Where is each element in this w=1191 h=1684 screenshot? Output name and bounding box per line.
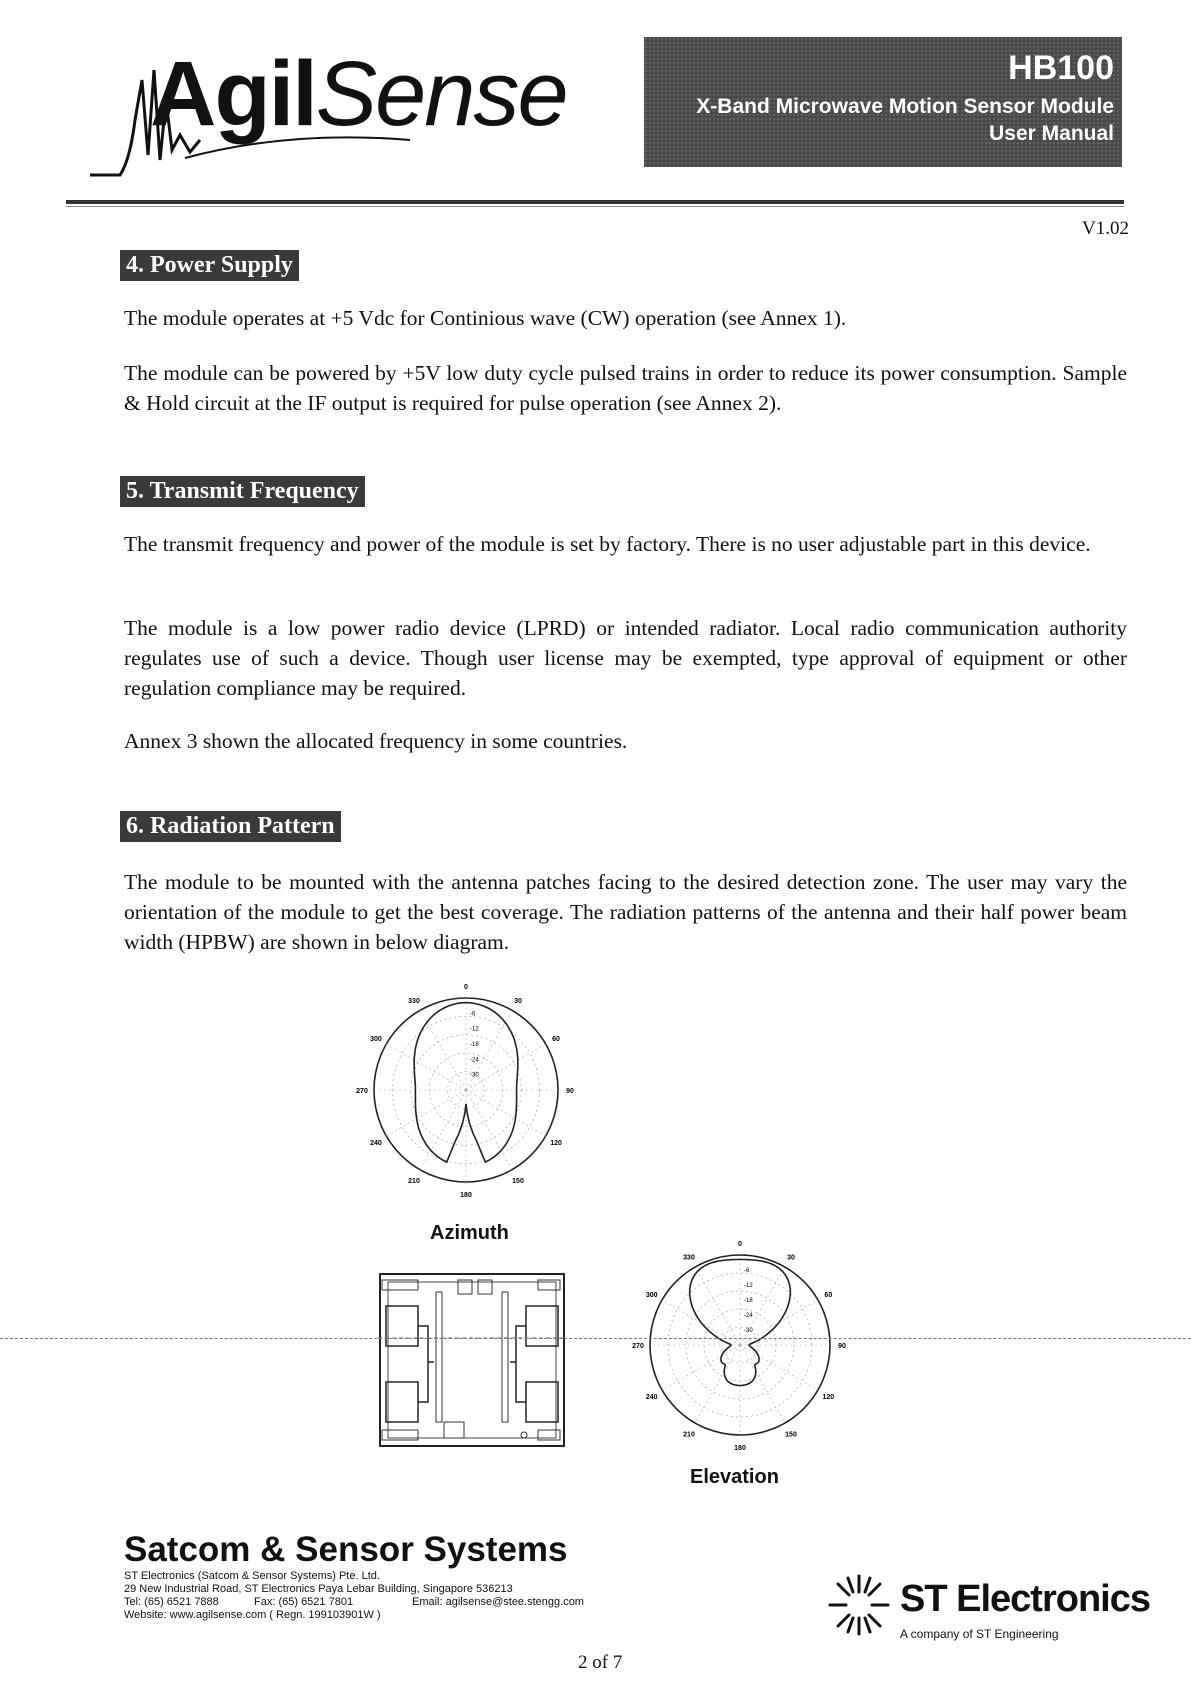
angle-label: 330 bbox=[683, 1254, 695, 1262]
section-heading-radiation-pattern: 6. Radiation Pattern bbox=[120, 811, 341, 842]
agilsense-logo bbox=[90, 40, 567, 190]
company-address: 29 New Industrial Road, ST Electronics Paya Lebar Building, Singapore 536213 bbox=[124, 1583, 513, 1595]
version-label: V1.02 bbox=[1082, 218, 1129, 239]
angle-label: 240 bbox=[370, 1140, 382, 1147]
angle-label: 0 bbox=[464, 984, 468, 991]
elevation-caption: Elevation bbox=[690, 1466, 779, 1488]
elevation-polar-plot bbox=[620, 1230, 860, 1460]
polar-spoke bbox=[386, 1044, 466, 1090]
db-ring-label: -24 bbox=[470, 1057, 479, 1064]
polar-spoke bbox=[466, 1090, 512, 1170]
page-number: 2 of 7 bbox=[578, 1652, 623, 1673]
angle-label: 210 bbox=[408, 1178, 420, 1186]
db-ring-label: -30 bbox=[470, 1072, 479, 1079]
angle-label: 180 bbox=[734, 1445, 746, 1452]
azimuth-polar-plot bbox=[336, 970, 596, 1210]
db-ring-label: -12 bbox=[744, 1283, 753, 1289]
polar-spoke bbox=[466, 1044, 546, 1090]
st-starburst-icon bbox=[826, 1572, 892, 1638]
db-ring-label: -18 bbox=[470, 1042, 479, 1048]
paragraph: The transmit frequency and power of the module is set by factory. There is no user adjustable part in this device. bbox=[124, 532, 1091, 556]
angle-label: 30 bbox=[787, 1254, 795, 1262]
db-ring-label: -24 bbox=[744, 1313, 753, 1319]
angle-label: 0 bbox=[738, 1241, 742, 1248]
st-electronics-tagline: A company of ST Engineering bbox=[900, 1627, 1059, 1641]
polar-spoke bbox=[386, 1090, 466, 1136]
section-heading-power-supply: 4. Power Supply bbox=[120, 250, 299, 281]
paragraph: The module can be powered by +5V low duty cycle pulsed trains in order to reduce its power consumption. Sample & Hold circuit at the IF output is required for pulse operation (see Annex 2). bbox=[124, 361, 1127, 415]
scan-fold-line bbox=[0, 1338, 1191, 1339]
db-ring-label: -6 bbox=[744, 1268, 750, 1274]
db-ring-label: -12 bbox=[470, 1026, 479, 1033]
angle-label: 120 bbox=[822, 1394, 835, 1401]
db-ring-label: -30 bbox=[744, 1328, 753, 1334]
azimuth-caption: Azimuth bbox=[430, 1222, 509, 1244]
company-tel: Tel: (65) 6521 7888 bbox=[124, 1596, 219, 1608]
polar-spoke bbox=[695, 1267, 740, 1345]
db-ring-label: -18 bbox=[744, 1298, 753, 1304]
angle-label: 180 bbox=[460, 1192, 472, 1199]
paragraph: The module operates at +5 Vdc for Continious wave (CW) operation (see Annex 1). bbox=[124, 306, 847, 330]
polar-spoke bbox=[466, 1090, 546, 1136]
company-website: Website: www.agilsense.com ( Regn. 199103901W ) bbox=[124, 1609, 381, 1621]
logo-italic-text: Sense bbox=[315, 43, 567, 145]
angle-label: 210 bbox=[683, 1431, 695, 1439]
angle-label: 270 bbox=[356, 1088, 368, 1095]
angle-label: 60 bbox=[824, 1292, 833, 1299]
angle-label: 120 bbox=[550, 1140, 562, 1147]
module-pcb-drawing bbox=[378, 1272, 566, 1448]
angle-label: 300 bbox=[370, 1036, 382, 1043]
angle-label: 270 bbox=[632, 1343, 644, 1350]
manual-label: User Manual bbox=[989, 122, 1114, 145]
azimuth-pattern-curve bbox=[414, 1003, 518, 1163]
paragraph: The module is a low power radio device (LPRD) or intended radiator. Local radio communication authority regulates use of such a device. Though user license may be exempted, type approval of equipment or other regulation compliance may be required. bbox=[124, 616, 1127, 700]
angle-label: 60 bbox=[552, 1036, 560, 1043]
angle-label: 330 bbox=[408, 997, 420, 1005]
angle-label: 30 bbox=[514, 997, 522, 1005]
paragraph: The module to be mounted with the antenna patches facing to the desired detection zone. The user may vary the orientation of the module to get the best coverage. The radiation patterns of the antenna and their half power beam width (HPBW) are shown in below diagram. bbox=[124, 870, 1127, 954]
logo-bold-text: Agil bbox=[150, 43, 316, 145]
section-heading-transmit-frequency: 5. Transmit Frequency bbox=[120, 476, 365, 507]
company-fax: Fax: (65) 6521 7801 bbox=[254, 1596, 354, 1608]
title-banner bbox=[644, 37, 1122, 167]
product-subtitle: X-Band Microwave Motion Sensor Module bbox=[696, 95, 1114, 118]
paragraph: Annex 3 shown the allocated frequency in some countries. bbox=[124, 729, 628, 753]
angle-label: 240 bbox=[645, 1394, 658, 1401]
angle-label: 150 bbox=[785, 1431, 797, 1439]
company-email: Email: agilsense@stee.stengg.com bbox=[412, 1596, 584, 1608]
angle-label: 90 bbox=[566, 1088, 574, 1095]
angle-label: 150 bbox=[512, 1178, 524, 1186]
polar-spoke bbox=[662, 1345, 740, 1390]
company-legal-name: ST Electronics (Satcom & Sensor Systems) Pte. Ltd. bbox=[124, 1570, 380, 1582]
header-rule bbox=[66, 200, 1124, 204]
st-electronics-logo: ST Electronics bbox=[900, 1578, 1150, 1620]
product-title: HB100 bbox=[1008, 49, 1114, 87]
header-rule-thin bbox=[66, 206, 1124, 207]
polar-spoke bbox=[420, 1090, 466, 1170]
db-ring-label: -6 bbox=[470, 1011, 476, 1018]
company-name: Satcom & Sensor Systems bbox=[124, 1530, 568, 1569]
polar-spoke bbox=[740, 1345, 818, 1390]
angle-label: 300 bbox=[645, 1292, 658, 1299]
angle-label: 90 bbox=[838, 1343, 846, 1350]
